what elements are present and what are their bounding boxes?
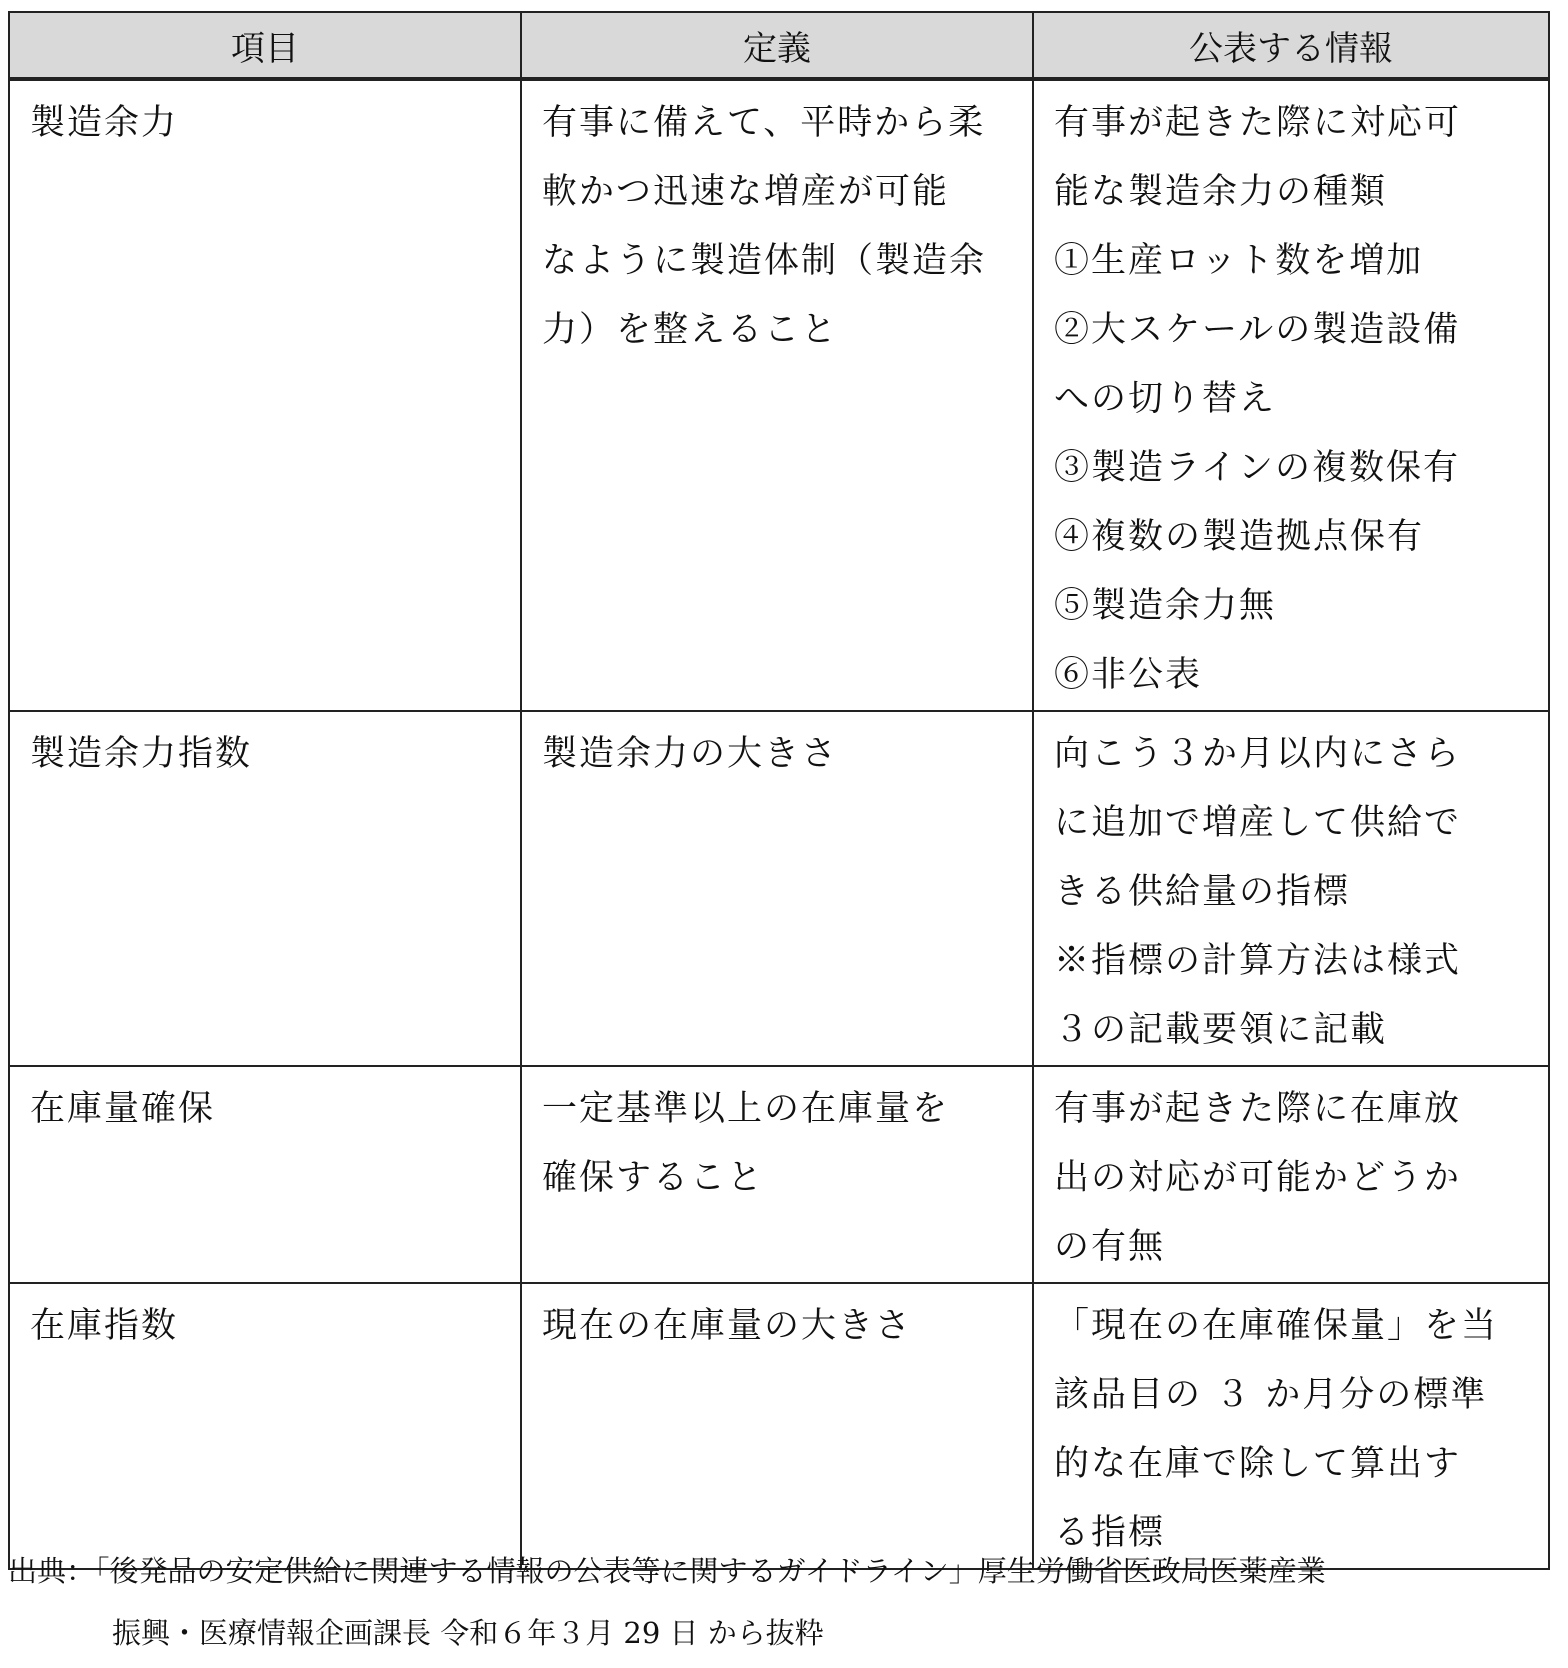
source-line-2: 振興・医療情報企画課長 令和６年３月 29 日 から抜粋 — [112, 1616, 824, 1650]
info-line: への切り替え — [1054, 379, 1277, 419]
info-line: ④複数の製造拠点保有 — [1054, 517, 1425, 557]
info-cell — [1033, 711, 1549, 1066]
info-cell — [1033, 79, 1549, 711]
item-cell — [9, 1066, 521, 1283]
definition-line: 現在の在庫量の大きさ — [542, 1306, 913, 1346]
table-row — [9, 711, 1549, 1066]
info-line: 「現在の在庫確保量」を当 — [1054, 1306, 1499, 1346]
info-cell — [1033, 1066, 1549, 1283]
definition-cell — [521, 1066, 1033, 1283]
definition-line: 製造余力の大きさ — [542, 734, 839, 774]
info-line: る指標 — [1054, 1513, 1166, 1553]
item-text: 在庫指数 — [30, 1306, 179, 1346]
info-line: ①生産ロット数を増加 — [1054, 241, 1424, 281]
info-line: 該品目の ３ か月分の標準 — [1054, 1375, 1488, 1415]
definition-cell — [521, 79, 1033, 711]
info-line: ③製造ラインの複数保有 — [1054, 448, 1460, 488]
definition-line: 一定基準以上の在庫量を — [542, 1089, 950, 1129]
info-line: 能な製造余力の種類 — [1054, 172, 1388, 212]
header-definition: 定義 — [521, 12, 1033, 79]
table-row — [9, 79, 1549, 711]
item-text: 在庫量確保 — [30, 1089, 216, 1129]
item-text: 製造余力 — [30, 103, 179, 143]
info-line: 有事が起きた際に在庫放 — [1054, 1089, 1462, 1129]
definition-line: 力）を整えること — [542, 310, 839, 350]
info-line: 出の対応が可能かどうか — [1054, 1158, 1462, 1198]
disclosure-info-table — [8, 11, 1550, 1570]
table-header-row — [9, 12, 1549, 79]
info-line: ⑥非公表 — [1054, 655, 1203, 695]
info-line: 的な在庫で除して算出す — [1054, 1444, 1462, 1484]
info-line: きる供給量の指標 — [1054, 872, 1351, 912]
info-line: 有事が起きた際に対応可 — [1054, 103, 1462, 143]
definition-line: 確保すること — [542, 1158, 765, 1198]
table-row — [9, 1283, 1549, 1569]
info-line: ⑤製造余力無 — [1054, 586, 1277, 626]
info-line: ※指標の計算方法は様式 — [1054, 941, 1462, 981]
info-line: に追加で増産して供給で — [1054, 803, 1462, 843]
table-row — [9, 1066, 1549, 1283]
item-cell — [9, 79, 521, 711]
header-item: 項目 — [9, 12, 521, 79]
info-line: の有無 — [1054, 1227, 1166, 1267]
header-published-info: 公表する情報 — [1033, 12, 1549, 79]
source-citation — [8, 1540, 1560, 1664]
definition-line: なように製造体制（製造余 — [542, 241, 987, 281]
info-line: ②大スケールの製造設備 — [1054, 310, 1461, 350]
source-line-1: 出典：「後発品の安定供給に関連する情報の公表等に関するガイドライン」厚生労働省医政局医薬産業 — [8, 1554, 1326, 1588]
definition-line: 軟かつ迅速な増産が可能 — [542, 172, 950, 212]
definition-line: 有事に備えて、平時から柔 — [542, 103, 986, 143]
definition-cell — [521, 711, 1033, 1066]
info-cell — [1033, 1283, 1549, 1569]
item-cell — [9, 1283, 521, 1569]
item-cell — [9, 711, 521, 1066]
info-line: ３の記載要領に記載 — [1054, 1010, 1388, 1050]
info-line: 向こう３か月以内にさら — [1054, 734, 1462, 774]
item-text: 製造余力指数 — [30, 734, 253, 774]
definition-cell — [521, 1283, 1033, 1569]
